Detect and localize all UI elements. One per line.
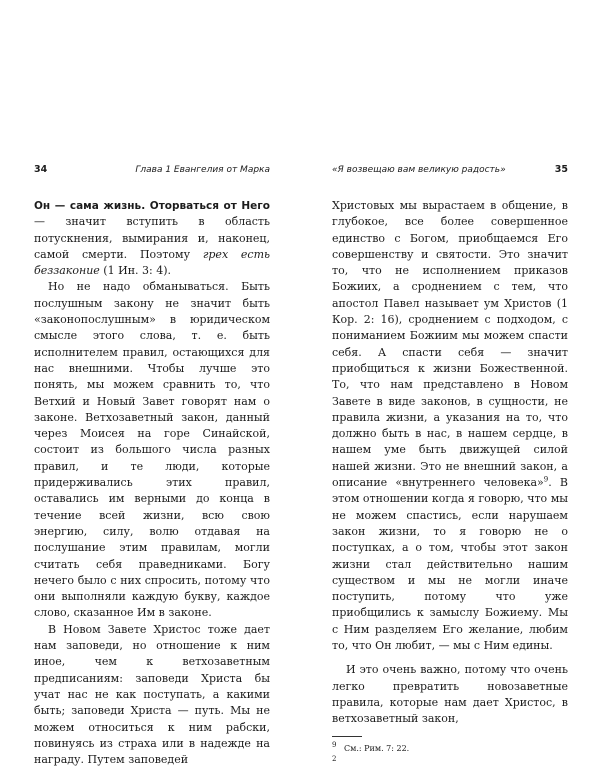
paragraph: [332, 198, 568, 654]
page-number-left: 34: [34, 164, 48, 175]
running-head-right: «Я возвещаю вам великую радость»: [332, 165, 506, 175]
lead-italic-text: грех есть беззаконие: [34, 247, 270, 278]
footnote-divider: [332, 736, 362, 737]
footnote-text: См.: Рим. 7: 22.: [344, 743, 410, 753]
footnote-marker: 9: [543, 475, 549, 484]
paragraph-part: Христовых мы вырастаем в общение, в глубокое, все более совершенное единство с Богом, приобщаемся Его совершенству и святости. Это значит то, что не исполнением приказов Божиих, а сроднением с тем, что апостол Павел называет ум Христов (1 Кор. 2: 16), сроднением с подходом, с пониманием Божиим мы можем спасти себя. А спасти себя — значит приобщиться к жизни Божественной. То, что нам представлено в Новом Завете в виде законов, в сущности, не правила жизни, а указания на то, что должно быть в нас, в нашем сердце, в нашем уме быть движущей силой нашей жизни. Это не внешний закон, а описание «внутреннего человека»: [332, 199, 568, 490]
paragraph-part: . В этом отношении когда я говорю, что мы не можем спастись, если нарушаем закон жизни, то я говорю не о поступках, а о том, чтобы этот закон жизни стал действительно нашим существом и мы не могли иначе поступить, потому что уже приобщились к замыслу Божиему. Мы с Ним разделяем Его желание, любим то, что Он любит, — мы с Ним едины.: [332, 476, 568, 653]
paragraph: [34, 198, 270, 279]
lead-ref-text: (1 Ин. 3: 4).: [99, 264, 172, 278]
left-page-header: [34, 162, 270, 178]
page-number-right: 35: [554, 164, 568, 175]
lead-bold-text: Он — сама жизнь. Оторваться от Него: [34, 200, 270, 212]
paragraph: И это очень важно, потому что очень легко превратить новозаветные правила, которые нам дает Христос, в ветхозаветный закон,: [332, 663, 568, 726]
left-page: [34, 162, 270, 768]
lead-rest-text: — значит вступить в область потускнения, вымирания и, наконец, самой смерти. Поэтому: [34, 215, 270, 261]
running-head-left: Глава 1 Евангелия от Марка: [135, 165, 270, 175]
right-page-header: [332, 162, 568, 178]
left-page-body: [34, 198, 270, 768]
paragraph: Но не надо обманываться. Быть послушным закону не значит быть «законопослушным» в юридическом смысле этого слова, т. е. быть исполнителем правил, остающихся для нас внешними. Чтобы лучше это понять, мы можем сравнить то, что Ветхий и Новый Завет говорят нам о законе. Ветхозаветный закон, данный через Моисея на горе Синайской, состоит из большого числа разных правил, и те люди, которые придерживались этих правил, оставались им верными до конца в течение всей жизни, всю свою энергию, силу, волю отдавая на послушание этим правилам, могли считать себя праведниками. Богу нечего было с них спросить, потому что они выполняли каждую букву, каждое слово, сказанное Им в законе.: [34, 280, 270, 620]
right-page: [332, 162, 568, 770]
right-page-body: [332, 198, 568, 728]
paragraph: В Новом Завете Христос тоже дает нам заповеди, но отношение к ним иное, чем к ветхозаветным предписаниям: заповеди Христа бы учат нас не как поступать, а какими быть; заповеди Христа — путь. Мы не можем относиться к ним рабски, повинуясь из страха или в надежде на награду. Путем заповедей: [34, 622, 270, 767]
footnote: $^9$ См.: Рим. 7: 22. $^2$: [332, 740, 410, 763]
